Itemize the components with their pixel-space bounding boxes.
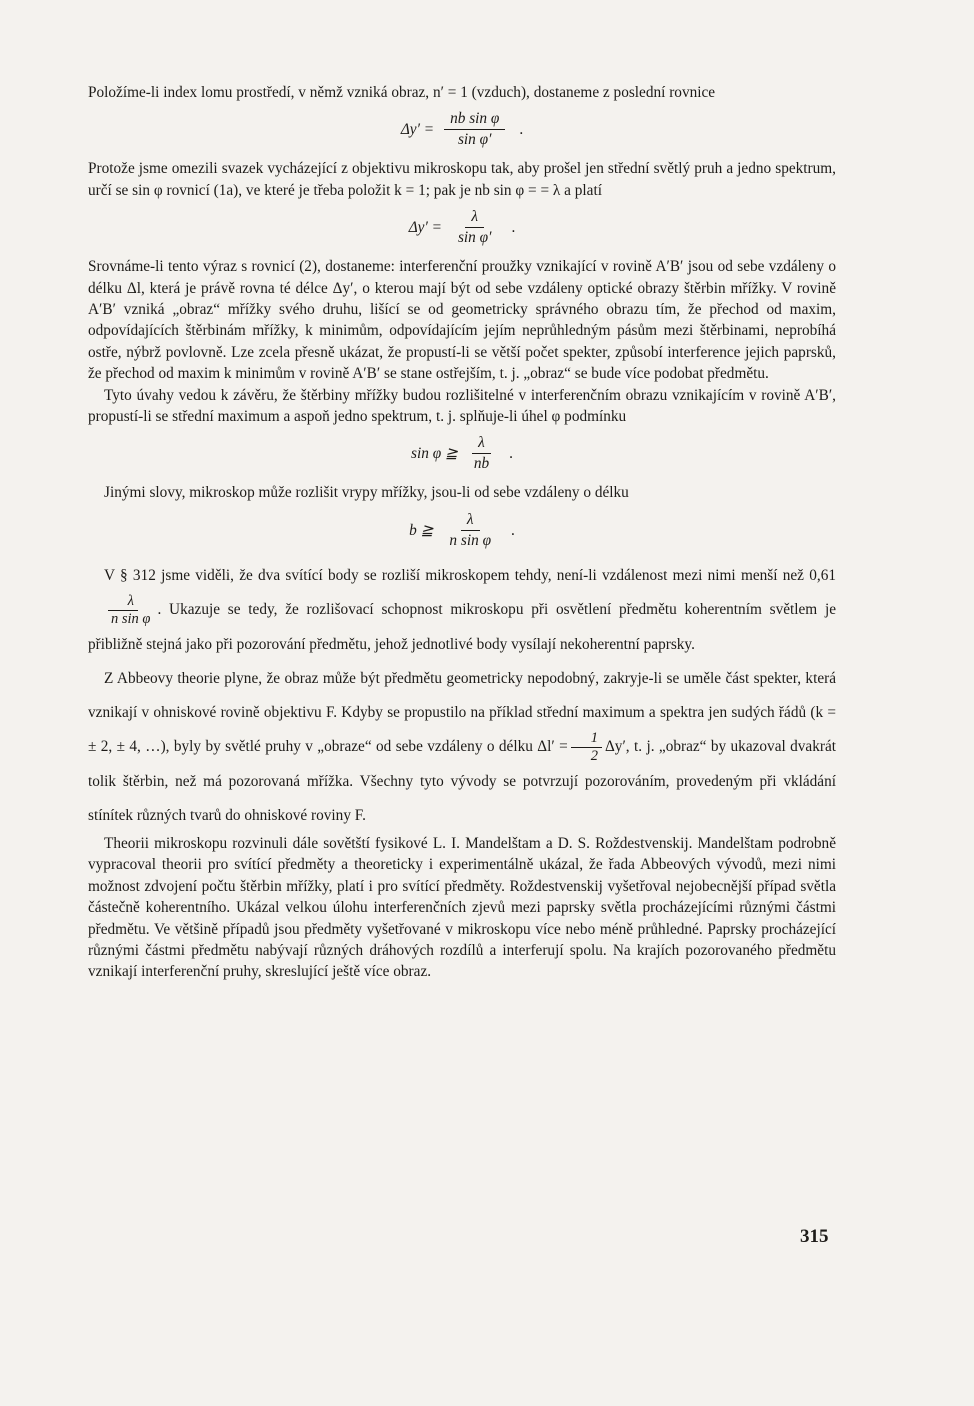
paragraph-6-start: V § 312 jsme viděli, že dva svítící body se rozliší mikroskopem tehdy, není-li vzdálenost mezi nimi menší než 0,61 bbox=[104, 566, 836, 584]
equation-2-denominator: sin φ′ bbox=[457, 229, 492, 247]
page-number: 315 bbox=[800, 1226, 829, 1247]
equation-4-denominator: n sin φ bbox=[449, 531, 492, 549]
paragraph-8: Theorii mikroskopu rozvinuli dále sovětští fysikové L. I. Mandelštam a D. S. Roždestvenskij. Mandelštam podrobně vypracoval theorii pro svítící předměty a theoreticky i experimentálně ukázal, že řada Abbeových vývodů, mezi nimi možnost zdvojení počtu štěrbin mřížky, platí i pro svítící předměty. Roždestvenskij vyšetřoval nejobecnější případ světla částečně koherentního. Ukázal velkou úlohu interferenčních zjevů mezi paprsky světla procházejícími různými částmi předmětu. Ve většině případů jsou předměty vyšetřované v mikroskopu více nebo méně průhledné. Paprsky procházející různými částmi předmětu nabývají různých dráhových rozdílů a interferují spolu. Na krajích pozorovaného předmětu vznikají interferenční pruhy, skreslující ještě více obraz. bbox=[88, 834, 836, 981]
paragraph-1: Položíme-li index lomu prostředí, v němž vzniká obraz, n′ = 1 (vzduch), dostaneme z poslední rovnice bbox=[88, 84, 716, 101]
paragraph-7-end: Δy′, t. j. „obraz“ by ukazoval dvakrát tolik štěrbin, než má pozorovaná mřížka. Všechny tyto vývody se potvrzují pozorováním, provedeným při vkládání stínítek různých tvarů do ohniskové roviny F. bbox=[88, 737, 836, 824]
inline-fraction-half bbox=[571, 730, 602, 765]
paragraph-6 bbox=[88, 559, 836, 662]
text-block bbox=[88, 82, 836, 983]
equation-4-fraction bbox=[443, 510, 497, 551]
inline-fraction-lambda-denominator: n sin φ bbox=[111, 610, 151, 627]
equation-2-fraction bbox=[452, 207, 497, 248]
equation-3-period: . bbox=[509, 445, 513, 463]
paragraph-4: Tyto úvahy vedou k závěru, že štěrbiny mřížky budou rozlišitelné v interferenčním obrazu vznikajícím v rovině A′B′, propustí-li se střední maximum a aspoň jedno spektrum, t. j. splňuje-li úhel φ podmínku bbox=[88, 386, 836, 426]
equation-3 bbox=[88, 433, 836, 474]
equation-2-lhs: Δy′ = bbox=[408, 219, 442, 237]
inline-fraction-half-numerator: 1 bbox=[571, 730, 602, 748]
equation-4-lhs: b ≧ bbox=[409, 521, 434, 539]
equation-4-period: . bbox=[511, 521, 515, 539]
equation-2-numerator: λ bbox=[465, 207, 484, 228]
equation-1-numerator: nb sin φ bbox=[444, 109, 505, 130]
equation-3-denominator: nb bbox=[473, 455, 490, 473]
equation-3-numerator: λ bbox=[472, 433, 491, 454]
equation-3-lhs: sin φ ≧ bbox=[411, 445, 458, 463]
equation-1-fraction bbox=[444, 109, 505, 150]
paragraph-2: Protože jsme omezili svazek vycházející z objektivu mikroskopu tak, aby prošel jen střední světlý pruh a jedno spektrum, určí se sin φ rovnicí (1a), ve které je třeba položit k = 1; pak je nb sin φ = = λ a platí bbox=[88, 160, 836, 199]
equation-2 bbox=[88, 207, 836, 248]
equation-4 bbox=[88, 510, 836, 551]
equation-4-numerator: λ bbox=[461, 510, 480, 531]
equation-3-fraction bbox=[468, 433, 495, 474]
equation-1-lhs: Δy′ = bbox=[400, 121, 435, 139]
equation-2-period: . bbox=[511, 219, 516, 237]
equation-1 bbox=[88, 109, 836, 150]
equation-1-period: . bbox=[519, 121, 524, 139]
paragraph-7 bbox=[88, 662, 836, 833]
equation-1-denominator: sin φ′ bbox=[457, 131, 492, 149]
inline-fraction-half-denominator: 2 bbox=[590, 747, 598, 764]
paragraph-7-start: Z Abbeovy theorie plyne, že obraz může být předmětu geometricky nepodobný, zakryje-li se uměle část spekter, která vznikají v ohniskové rovině objektivu F. Kdyby se propustilo na příklad střední maximum a spektra jen sudých řádů (k = ± 2, ± 4, …), byly by světlé pruhy v „obraze“ od sebe vzdáleny o délku Δl′ = bbox=[88, 669, 836, 755]
paragraph-3: Srovnáme-li tento výraz s rovnicí (2), dostaneme: interferenční proužky vznikající v rovině A′B′ jsou od sebe vzdáleny o délku Δl, která je právě rovna té délce Δy′, o kterou mají být od sebe vzdáleny optické obrazy štěrbin mřížky. V rovině A′B′ vzniká „obraz“ mřížky svého druhu, lišící se od geometricky správného obrazu tím, že přechod od maxim, odpovídajících štěrbinám mřížky, k minimům, odpovídajícím jejím neprůhledným pásům mezi štěrbinami, neprobíhá ostře, nýbrž povlovně. Lze zcela přesně ukázat, že propustí-li se větší počet spekter, způsobí interference jejich paprsků, že přechod od maxim k minimům v rovině A′B′ se stane ostřejším, t. j. „obraz“ se bude více podobat předmětu. bbox=[88, 258, 836, 383]
inline-fraction-lambda bbox=[91, 593, 154, 628]
inline-fraction-lambda-numerator: λ bbox=[108, 593, 138, 611]
paragraph-6-end: . Ukazuje se tedy, že rozlišovací schopnost mikroskopu při osvětlení předmětu koherentním světlem je přibližně stejná jako při pozorování předmětu, jehož jednotlivé body vysílají nekoherentní paprsky. bbox=[88, 600, 836, 653]
paragraph-5: Jinými slovy, mikroskop může rozlišit vrypy mřížky, jsou-li od sebe vzdáleny o délku bbox=[104, 484, 629, 502]
